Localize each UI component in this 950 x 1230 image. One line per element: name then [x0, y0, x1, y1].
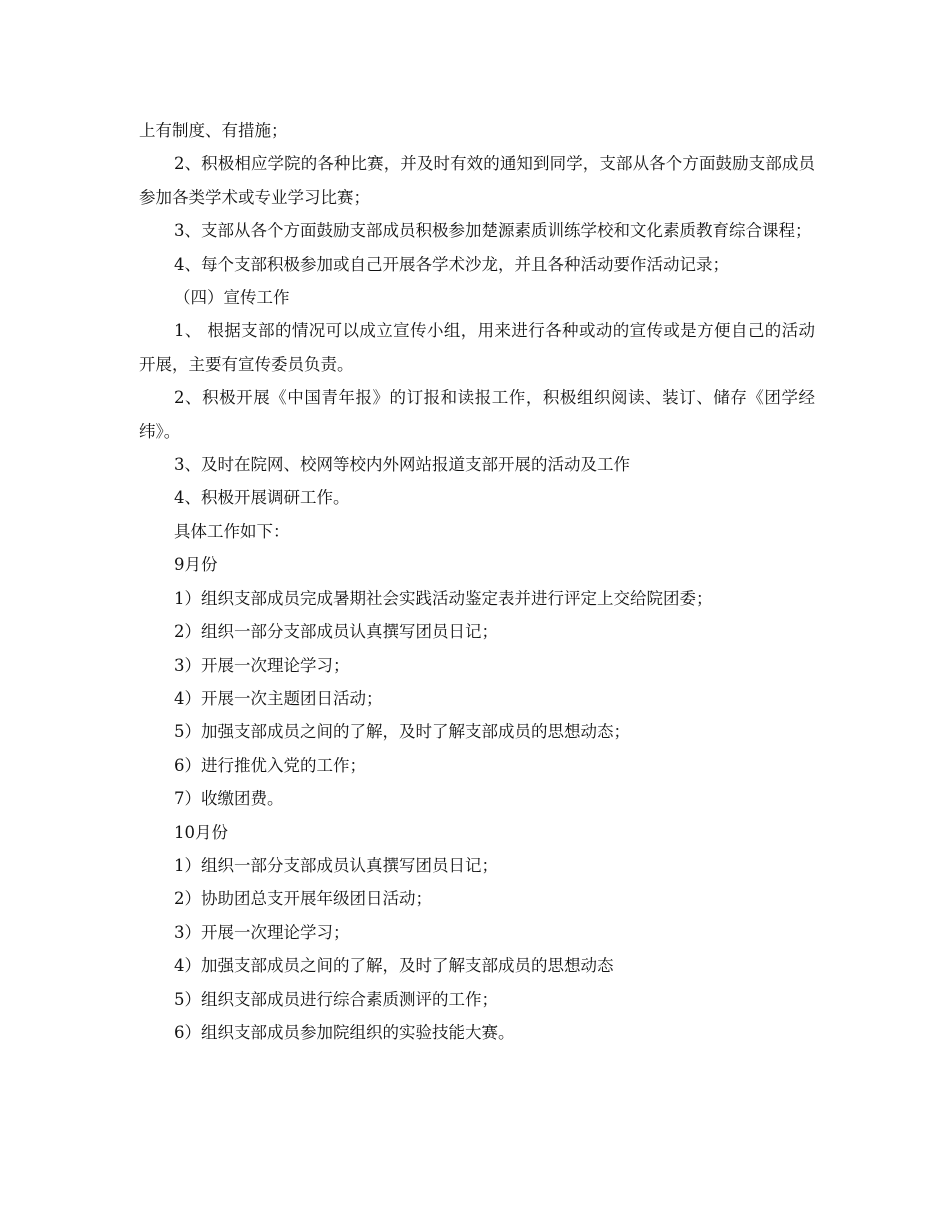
list-item: 4）开展一次主题团日活动；	[174, 688, 383, 708]
paragraph: 2、积极相应学院的各种比赛，并及时有效的通知到同学，支部从各个方面鼓励支部成员参加各类学术或专业学习比赛；	[139, 154, 815, 207]
paragraph: 1、 根据支部的情况可以成立宣传小组，用来进行各种或动的宣传或是方便自己的活动开展，主要有宣传委员负责。	[139, 321, 815, 374]
list-item: 5）组织支部成员进行综合素质测评的工作；	[174, 989, 498, 1009]
paragraph: 具体工作如下：	[174, 521, 290, 541]
month-heading: 10月份	[174, 822, 228, 842]
list-item: 6）组织支部成员参加院组织的实验技能大赛。	[174, 1022, 515, 1042]
paragraph: 上有制度、有措施；	[139, 121, 288, 140]
paragraph: 3、及时在院网、校网等校内外网站报道支部开展的活动及工作	[174, 455, 630, 475]
paragraph: 3、支部从各个方面鼓励支部成员积极参加楚源素质训练学校和文化素质教育综合课程；	[174, 221, 812, 241]
paragraph: 4、积极开展调研工作。	[174, 488, 350, 508]
list-item: 3）开展一次理论学习；	[174, 922, 350, 942]
list-item: 2）组织一部分支部成员认真撰写团员日记；	[174, 622, 498, 642]
list-item: 3）开展一次理论学习；	[174, 655, 350, 675]
list-item: 6）进行推优入党的工作；	[174, 755, 366, 775]
paragraph: 2、积极开展《中国青年报》的订报和读报工作，积极组织阅读、装订、储存《团学经纬》。	[139, 388, 815, 441]
section-heading: （四）宣传工作	[174, 288, 290, 308]
list-item: 2）协助团总支开展年级团日活动；	[174, 889, 432, 909]
list-item: 5）加强支部成员之间的了解，及时了解支部成员的思想动态；	[174, 722, 630, 742]
paragraph: 4、每个支部积极参加或自己开展各学术沙龙，并且各种活动要作活动记录；	[174, 254, 729, 274]
month-heading: 9月份	[174, 555, 218, 575]
document-body	[139, 114, 815, 1049]
list-item: 1）组织支部成员完成暑期社会实践活动鉴定表并进行评定上交给院团委；	[174, 588, 713, 608]
list-item: 4）加强支部成员之间的了解，及时了解支部成员的思想动态	[174, 956, 614, 976]
list-item: 7）收缴团费。	[174, 789, 284, 809]
list-item: 1）组织一部分支部成员认真撰写团员日记；	[174, 855, 498, 875]
